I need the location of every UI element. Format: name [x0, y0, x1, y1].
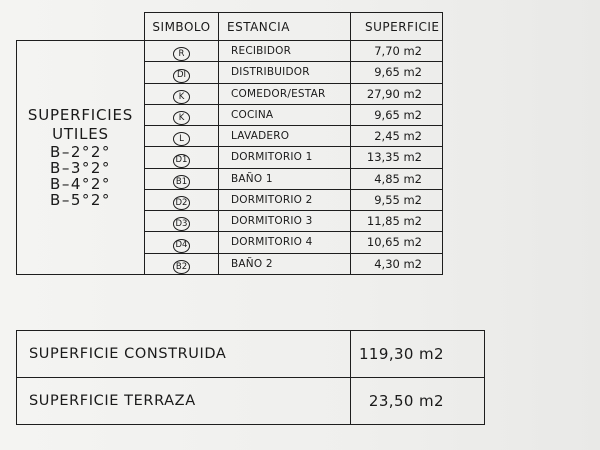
room-symbol: B2: [173, 260, 190, 274]
room-symbol: D1: [173, 154, 190, 168]
room-area: 7,70 m2: [351, 41, 443, 62]
room-area: 2,45 m2: [351, 126, 443, 147]
room-area: 4,30 m2: [351, 253, 443, 274]
built-area-value: 119,30 m2: [351, 331, 485, 378]
unit-code: B–4°2°: [50, 175, 111, 194]
unit-code: B–2°2°: [50, 143, 111, 162]
built-area-label: SUPERFICIE CONSTRUIDA: [17, 331, 351, 378]
room-symbol-cell: [145, 126, 219, 147]
room-symbol: K: [173, 111, 190, 125]
room-column-header: ESTANCIA: [219, 13, 351, 41]
room-name: BAÑO 1: [219, 168, 351, 189]
room-area: 10,65 m2: [351, 232, 443, 253]
room-symbol: D3: [173, 217, 190, 231]
room-symbol-cell: [145, 104, 219, 125]
room-symbol: L: [173, 132, 190, 146]
room-name: COCINA: [219, 104, 351, 125]
useful-areas-label-cell: [17, 41, 145, 275]
room-symbol-cell: [145, 62, 219, 83]
room-symbol: DI: [173, 69, 190, 83]
room-name: LAVADERO: [219, 126, 351, 147]
room-symbol-cell: [145, 168, 219, 189]
table-row: [17, 41, 443, 62]
summary-row-terrace-area: [17, 378, 485, 425]
room-name: DORMITORIO 4: [219, 232, 351, 253]
useful-areas-subtitle: UTILES: [52, 125, 109, 144]
room-name: DORMITORIO 3: [219, 211, 351, 232]
room-symbol-cell: [145, 232, 219, 253]
room-rows: [17, 41, 443, 275]
room-symbol: D4: [173, 239, 190, 253]
room-name: DISTRIBUIDOR: [219, 62, 351, 83]
room-symbol-cell: [145, 41, 219, 62]
room-name: RECIBIDOR: [219, 41, 351, 62]
summary-row-built-area: [17, 331, 485, 378]
room-symbol: K: [173, 90, 190, 104]
blank-header-cell: [17, 13, 145, 41]
unit-code: B–3°2°: [50, 159, 111, 178]
room-name: DORMITORIO 2: [219, 189, 351, 210]
useful-areas-title: SUPERFICIES: [27, 106, 134, 125]
room-area: 11,85 m2: [351, 211, 443, 232]
room-area: 9,65 m2: [351, 62, 443, 83]
room-area: 4,85 m2: [351, 168, 443, 189]
room-name: BAÑO 2: [219, 253, 351, 274]
room-area: 13,35 m2: [351, 147, 443, 168]
terrace-area-value: 23,50 m2: [351, 378, 485, 425]
room-area: 27,90 m2: [351, 83, 443, 104]
room-area: 9,55 m2: [351, 189, 443, 210]
room-symbol: R: [173, 47, 190, 61]
room-name: COMEDOR/ESTAR: [219, 83, 351, 104]
room-name: DORMITORIO 1: [219, 147, 351, 168]
room-symbol-cell: [145, 189, 219, 210]
room-symbol: B1: [173, 175, 190, 189]
room-area: 9,65 m2: [351, 104, 443, 125]
terrace-area-label: SUPERFICIE TERRAZA: [17, 378, 351, 425]
room-symbol: D2: [173, 196, 190, 210]
schedule-header-row: [17, 13, 443, 41]
room-symbol-cell: [145, 83, 219, 104]
symbol-column-header: SIMBOLO: [145, 13, 219, 41]
unit-code: B–5°2°: [50, 191, 111, 210]
area-column-header: SUPERFICIE: [351, 13, 443, 41]
room-symbol-cell: [145, 253, 219, 274]
room-schedule-table: [16, 12, 443, 275]
room-symbol-cell: [145, 147, 219, 168]
area-summary-table: [16, 330, 485, 425]
room-symbol-cell: [145, 211, 219, 232]
